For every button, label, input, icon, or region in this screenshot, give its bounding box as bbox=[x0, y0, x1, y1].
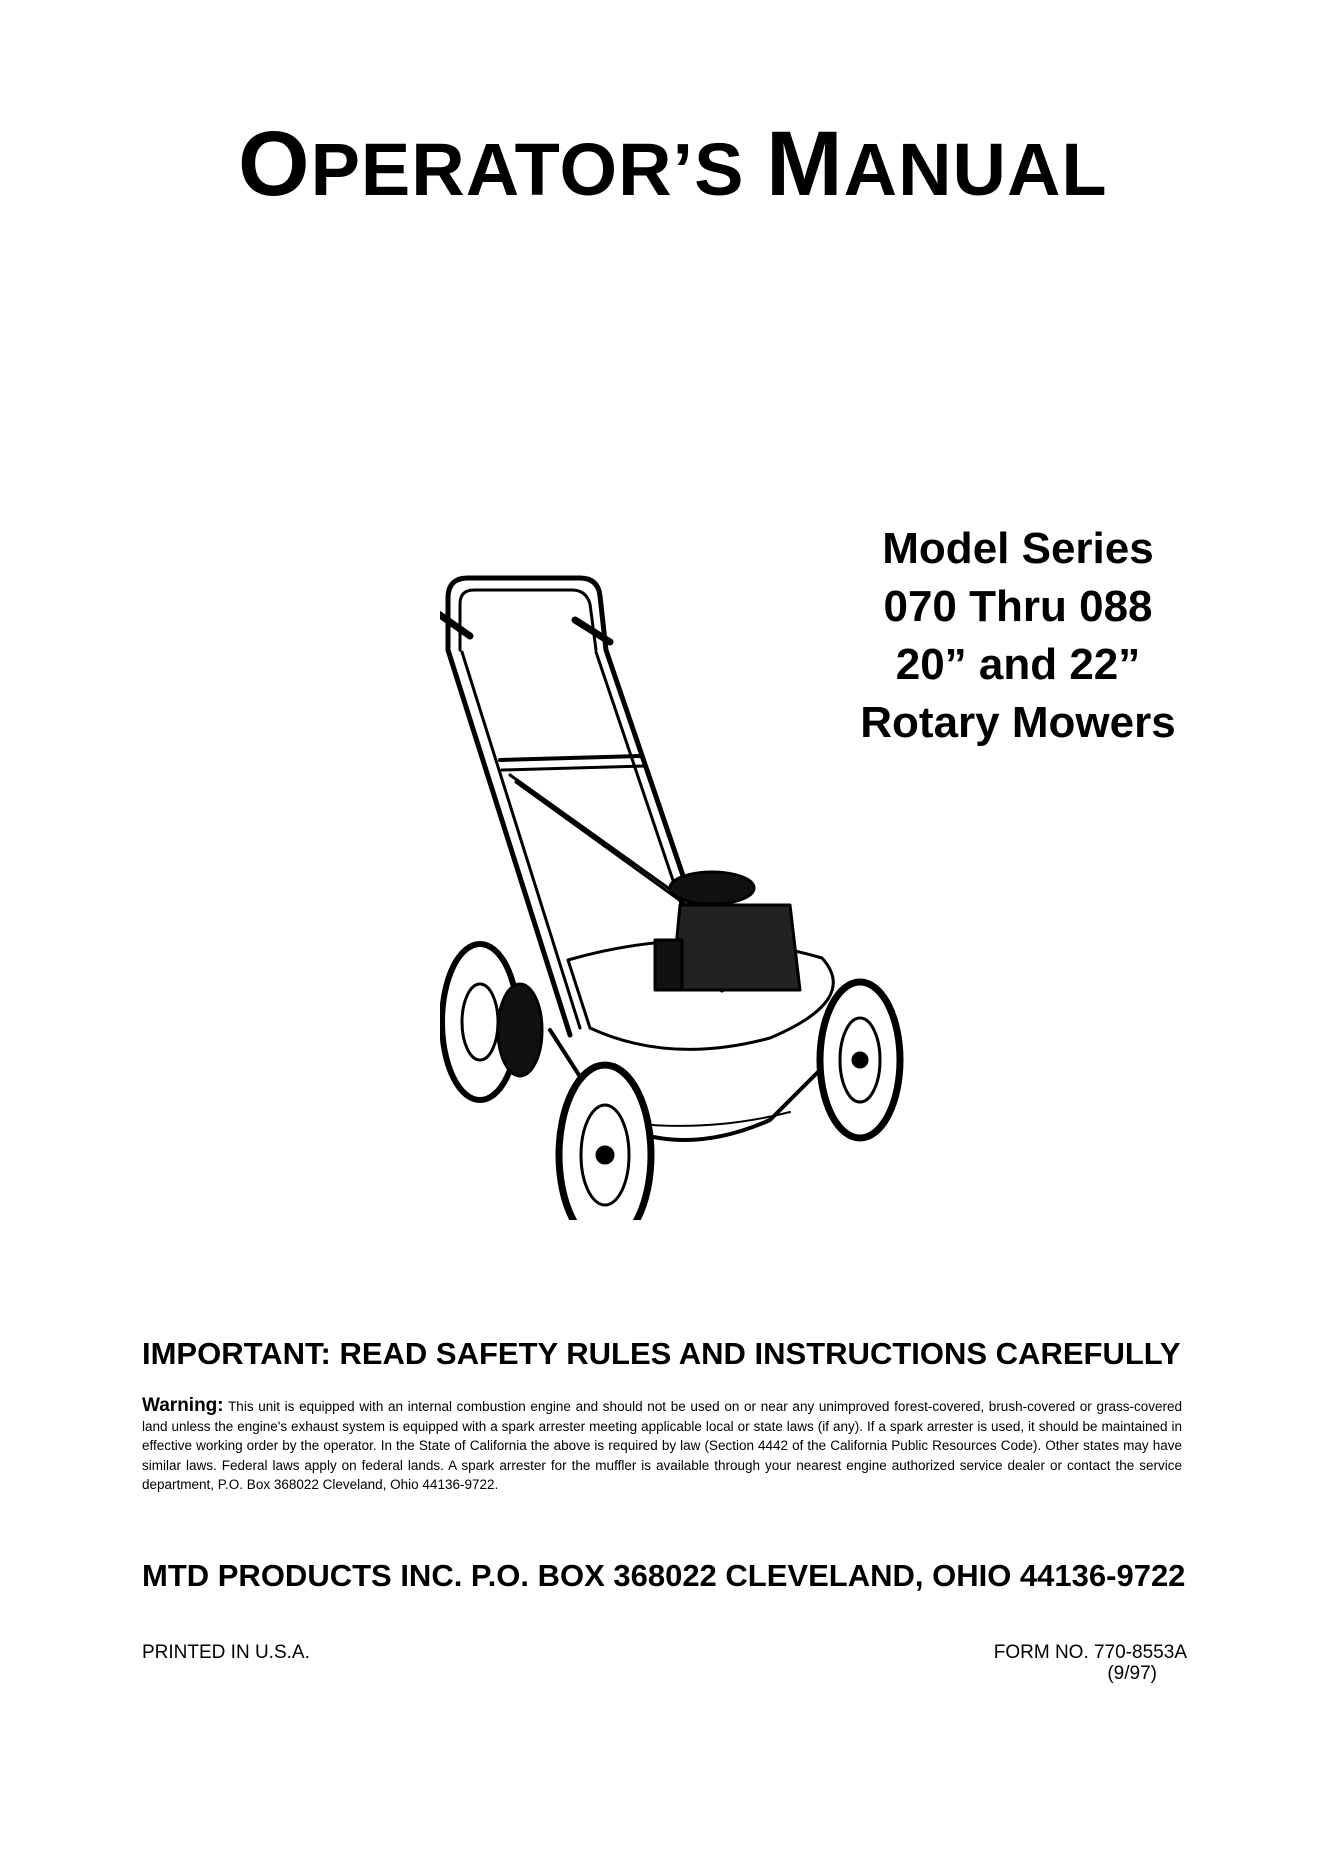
model-type-line: Rotary Mowers bbox=[860, 698, 1176, 747]
printed-in-usa: PRINTED IN U.S.A. bbox=[142, 1642, 310, 1663]
lawn-mower-icon bbox=[440, 560, 960, 1220]
model-series-line: Model Series bbox=[882, 524, 1154, 573]
important-heading: IMPORTANT: READ SAFETY RULES AND INSTRUCTIONS CAREFULLY bbox=[142, 1336, 1181, 1371]
form-number: FORM NO. 770-8553A bbox=[993, 1642, 1187, 1663]
title-initial-m: M bbox=[766, 113, 844, 215]
title-word-manual: ANUAL bbox=[843, 128, 1108, 211]
model-size-line: 20” and 22” bbox=[895, 640, 1141, 689]
warning-text: This unit is equipped with an internal combustion engine and should not be used on or near any unimproved forest-covered, brush-covered or grass-covered land unless the engine's exhaust system is equipped with a spark arrester meeting applicable local or state laws (if any). If a spark arrester is used, it should be maintained in effective working order by the operator. In the State of California the above is required by law (Section 4442 of the California Public Resources Code). Other states may have similar laws. Federal laws apply on federal lands. A spark arrester for the muffler is available through your nearest engine authorized service dealer or contact the service department, P.O. Box 368022 Cleveland, Ohio 44136-9722. bbox=[142, 1399, 1182, 1493]
title-initial-o: O bbox=[238, 113, 311, 215]
warning-label: Warning: bbox=[142, 1395, 224, 1416]
model-range-line: 070 Thru 088 bbox=[883, 582, 1153, 631]
title-word-operators: PERATOR’S bbox=[310, 128, 745, 211]
warning-paragraph bbox=[142, 1396, 1182, 1495]
page-title bbox=[238, 113, 1108, 215]
form-date: (9/97) bbox=[1107, 1663, 1157, 1684]
company-address: MTD PRODUCTS INC. P.O. BOX 368022 CLEVELAND, OHIO 44136-9722 bbox=[142, 1558, 1186, 1593]
